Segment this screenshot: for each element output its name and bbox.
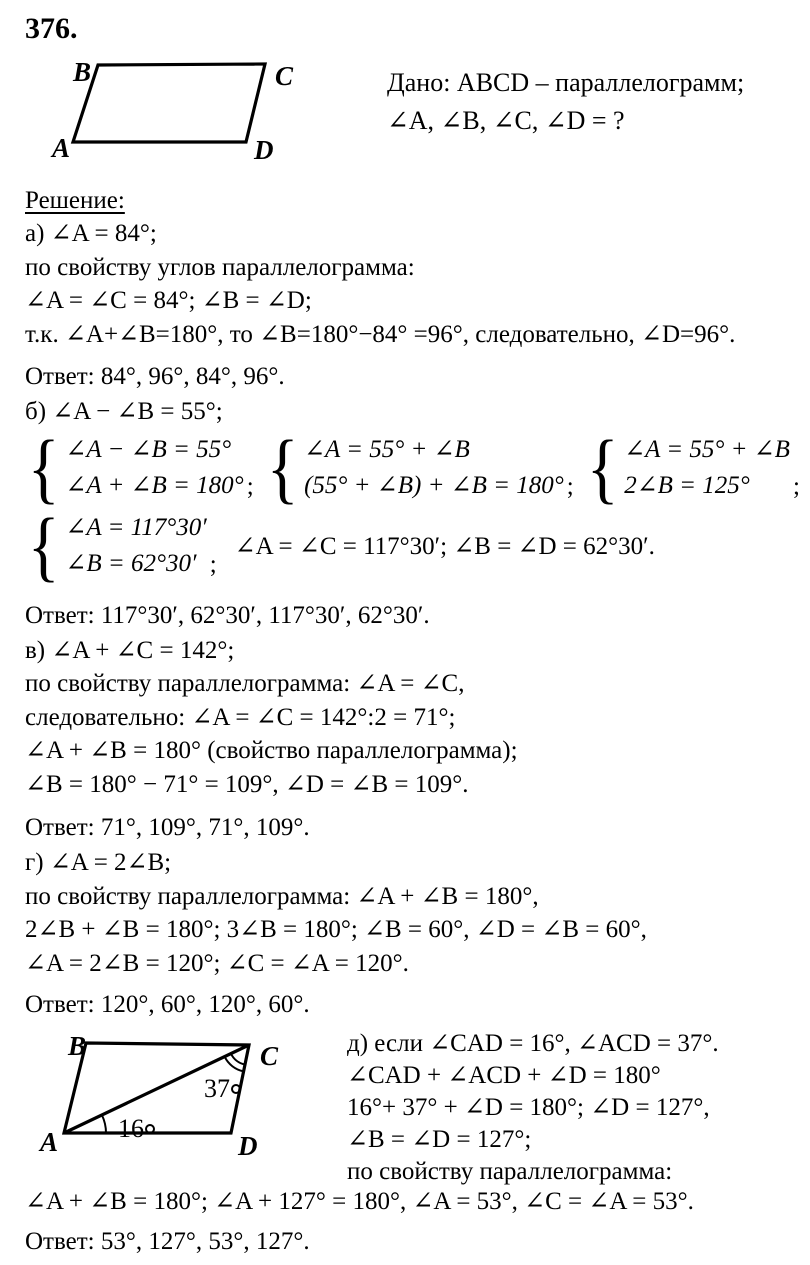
equation: ∠A = 117°30′ (65, 513, 207, 541)
equation-systems-row-1 (25, 423, 800, 511)
equation: ∠A = 55° + ∠B (304, 435, 470, 463)
solution-line: следовательно: ∠A = ∠C = 142°:2 = 71°; (25, 703, 456, 731)
vertex-label-d: D (238, 1131, 258, 1161)
solution-line: т.к. ∠A+∠B=180°, то ∠B=180°−84° =96°, следовательно, ∠D=96°. (25, 320, 736, 348)
equation-system-3 (584, 423, 790, 511)
solution-line: по свойству параллелограмма: ∠A + ∠B = 180°, (25, 882, 539, 910)
answer-line-v: Ответ: 71°, 109°, 71°, 109°. (25, 814, 310, 841)
vertex-label-d: D (254, 135, 274, 165)
vertex-label-a: A (52, 133, 71, 163)
equation-system-1 (25, 423, 244, 511)
solution-line: ∠B = 180° − 71° = 109°, ∠D = ∠B = 109°. (25, 770, 469, 798)
vertex-label-c: C (260, 1041, 279, 1071)
solution-line: а) ∠A = 84°; (25, 220, 157, 247)
equation: ∠B = 62°30′ (65, 549, 197, 577)
solution-line: б) ∠A − ∠B = 55°; (25, 398, 223, 425)
separator: ; (246, 472, 254, 500)
solution-line: ∠CAD + ∠ACD + ∠D = 180° (347, 1062, 661, 1089)
equation-system-4 (25, 501, 207, 589)
left-brace: { (27, 501, 60, 589)
equation: ∠A + ∠B = 180° (65, 471, 244, 499)
part-d-section (25, 1025, 774, 1185)
separator: ; (566, 472, 574, 500)
vertex-label-b: B (68, 1031, 87, 1061)
given-block (387, 52, 744, 174)
vertex-label-b: B (73, 57, 92, 87)
equation-systems-row-2 (25, 501, 774, 589)
equation: 2∠B = 125° (624, 471, 750, 499)
part-d-text (347, 1025, 719, 1185)
left-brace: { (586, 423, 619, 511)
parallelogram-outline (73, 64, 265, 142)
separator: ; (792, 472, 800, 500)
answer-line-a: Ответ: 84°, 96°, 84°, 96°. (25, 363, 285, 390)
angle-arc-a (102, 1115, 106, 1133)
solution-line: по свойству параллелограмма: (347, 1158, 673, 1185)
separator: ; (209, 550, 217, 578)
equation: ∠A − ∠B = 55° (65, 435, 232, 463)
answer-line-b: Ответ: 117°30′, 62°30′, 117°30′, 62°30′. (25, 601, 430, 629)
solution-line: ∠B = ∠D = 127°; (347, 1126, 532, 1153)
given-statement: Дано: ABCD – параллелограмм; (387, 68, 745, 97)
solution-line: в) ∠A + ∠C = 142°; (25, 636, 235, 664)
problem-header (25, 52, 774, 174)
solution-line: д) если ∠CAD = 16°, ∠ACD = 37°. (347, 1030, 719, 1057)
solution-line: ∠A = 2∠B = 120°; ∠C = ∠A = 120°. (25, 949, 409, 977)
equation: ∠A = 55° + ∠B (624, 435, 790, 463)
solution-line: 2∠B + ∠B = 180°; 3∠B = 180°; ∠B = 60°, ∠D = ∠B = 60°, (25, 916, 647, 943)
equation-system-2 (264, 423, 564, 511)
answer-line-d: Ответ: 53°, 127°, 53°, 127°. (25, 1227, 310, 1255)
left-brace: { (266, 423, 299, 511)
problem-number: 376. (25, 12, 78, 45)
vertex-label-a: A (40, 1127, 59, 1157)
solution-line: по свойству параллелограмма: ∠A = ∠C, (25, 670, 465, 697)
equation: (55° + ∠B) + ∠B = 180° (304, 471, 564, 499)
solution-line: ∠A = ∠C = 117°30′; ∠B = ∠D = 62°30′. (234, 532, 655, 560)
angle-label-cad: 16 (118, 1114, 144, 1143)
answer-line-g: Ответ: 120°, 60°, 120°, 60°. (25, 991, 310, 1018)
solution-line: г) ∠A = 2∠B; (25, 849, 172, 876)
angle-label-acd: 37 (204, 1074, 230, 1103)
solution-line: 16°+ 37° + ∠D = 180°; ∠D = 127°, (347, 1094, 710, 1121)
solution-line: ∠A + ∠B = 180°; ∠A + 127° = 180°, ∠A = 53°, ∠C = ∠A = 53°. (25, 1188, 694, 1215)
parallelogram-diagonal-figure (26, 1025, 341, 1177)
angle-arc-c-inner (231, 1054, 245, 1065)
vertex-label-c: C (275, 61, 294, 91)
solution-line: ∠A = ∠C = 84°; ∠B = ∠D; (25, 287, 312, 314)
given-question: ∠A, ∠B, ∠C, ∠D = ? (387, 106, 625, 135)
left-brace: { (27, 423, 60, 511)
parallelogram-figure (51, 54, 351, 172)
solution-heading: Решение: (25, 187, 125, 214)
solution-line: по свойству углов параллелограмма: (25, 253, 415, 281)
solution-line: ∠A + ∠B = 180° (свойство параллелограмма); (25, 737, 518, 764)
